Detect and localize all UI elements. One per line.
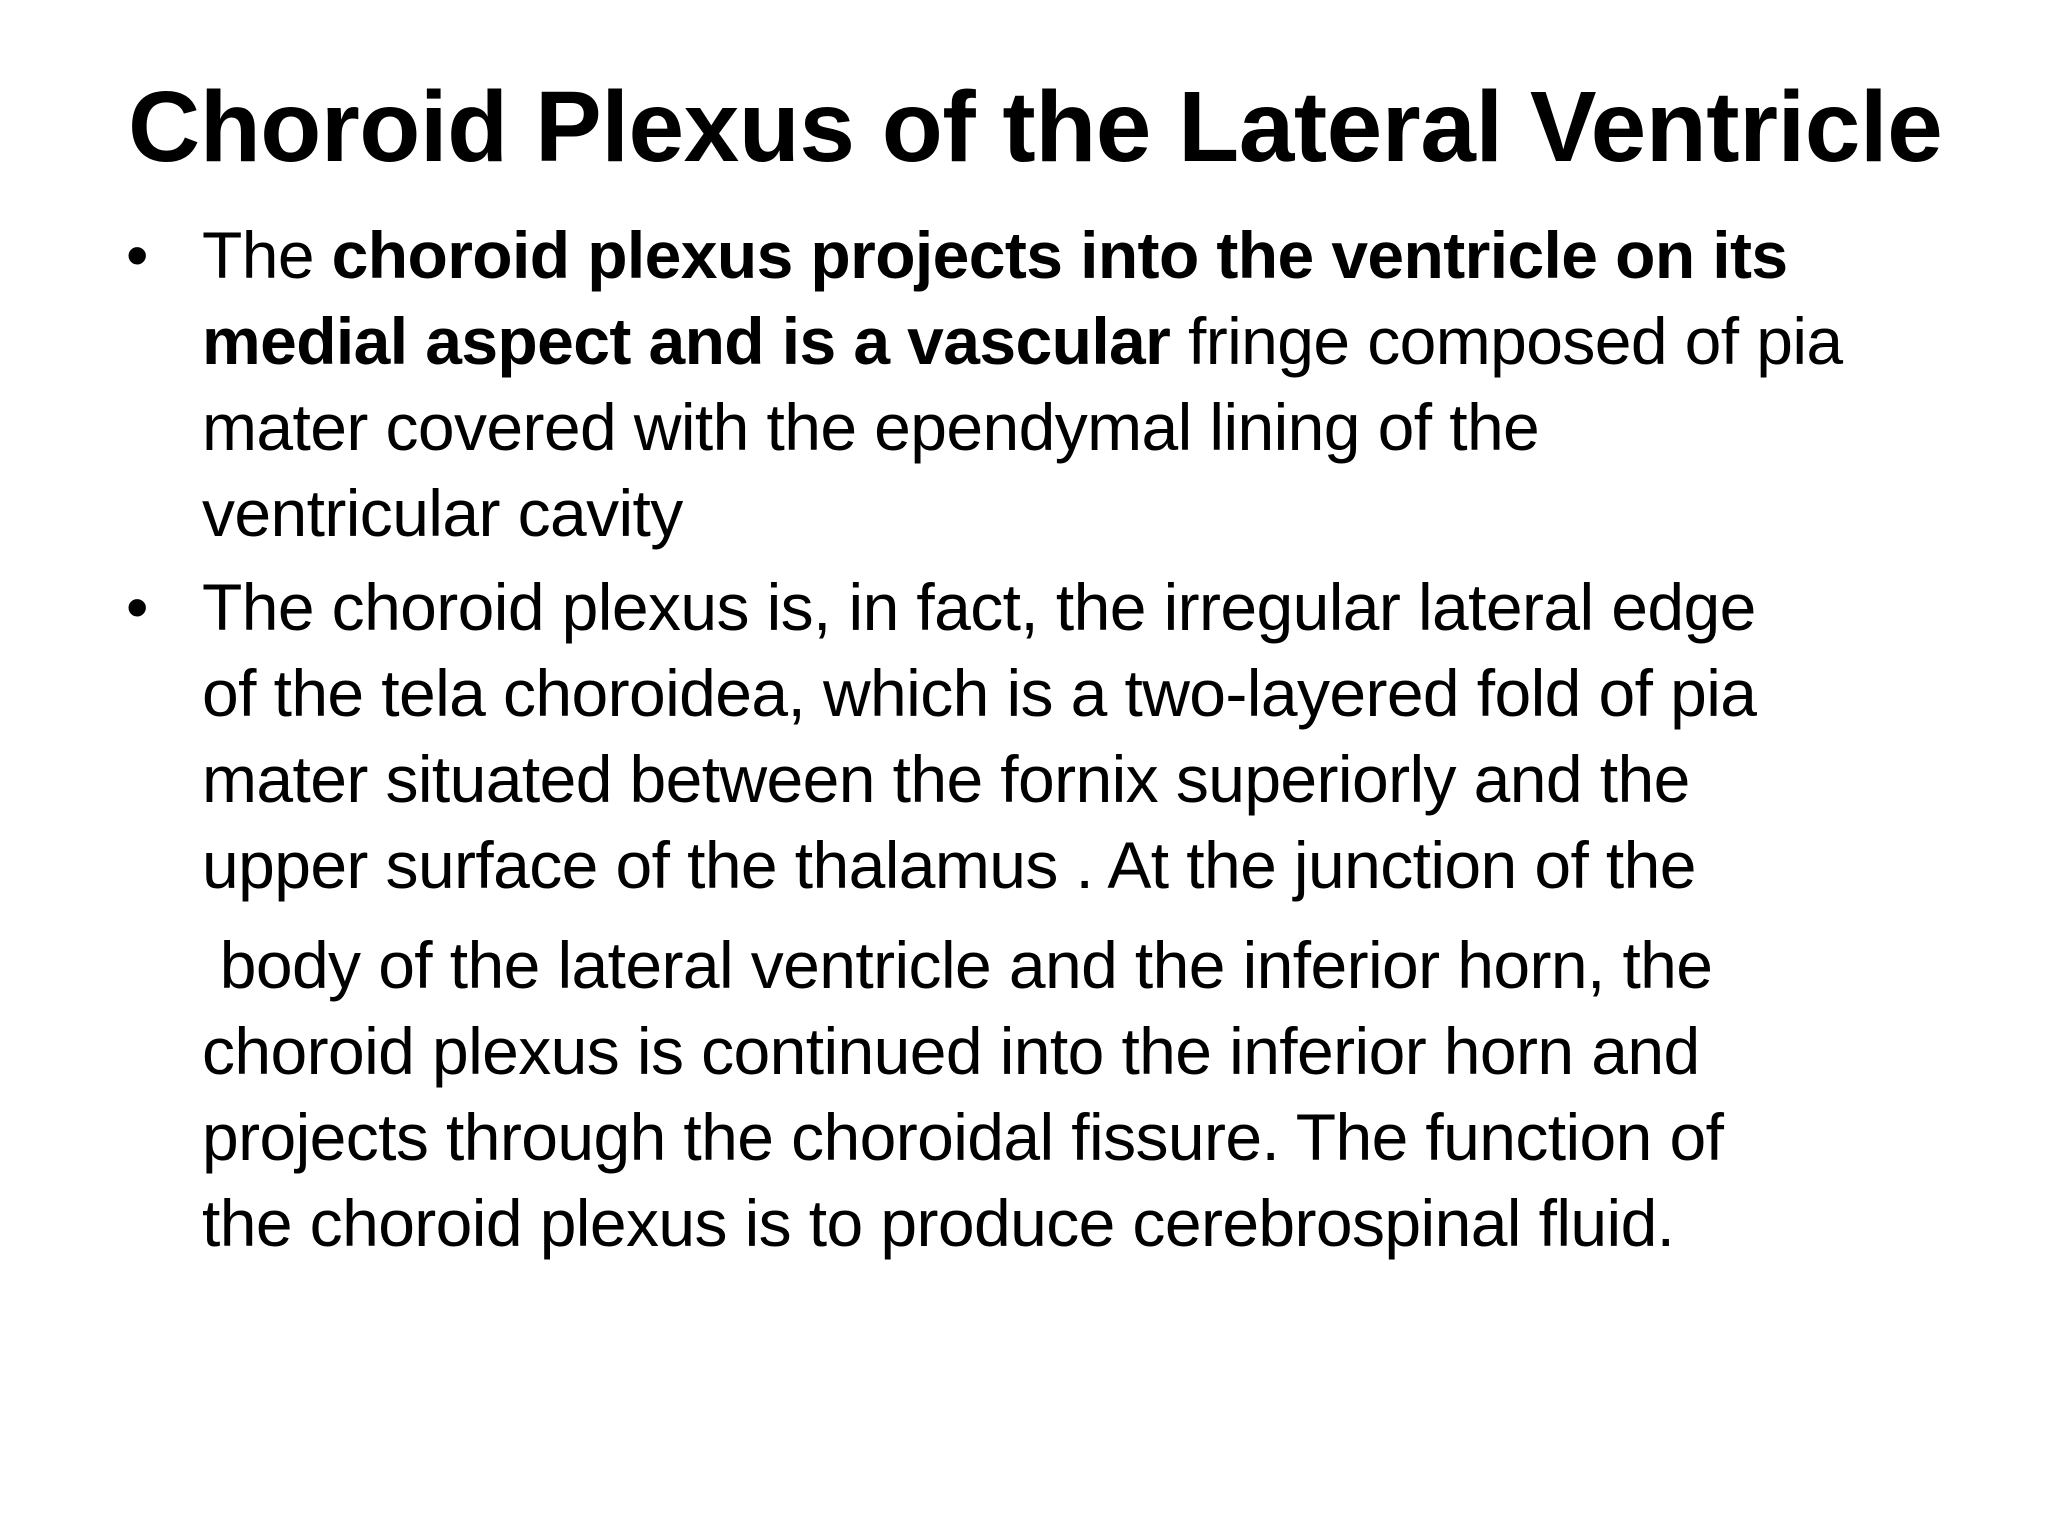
- bullet-icon: •: [126, 571, 149, 643]
- bullet2-line4: upper surface of the thalamus . At the junction of the: [202, 828, 1696, 902]
- continuation-line3: projects through the choroidal fissure. The function of: [202, 1100, 1724, 1174]
- bullet2-line2: of the tela choroidea, which is a two-layered fold of pia: [202, 656, 1757, 730]
- bullet2-line3: mater situated between the fornix superiorly and the: [202, 742, 1690, 816]
- bullet1-line1: [202, 212, 2032, 298]
- bullet1-line1-bold: choroid plexus projects into the ventricle on its: [331, 218, 1788, 292]
- continuation-line1: body of the lateral ventricle and the inferior horn, the: [202, 928, 1713, 1002]
- bullet1-line1-normal: The: [202, 218, 332, 292]
- slide-title: Choroid Plexus of the Lateral Ventricle: [128, 71, 1943, 183]
- continuation-line4: the choroid plexus is to produce cerebrospinal fluid.: [202, 1186, 1675, 1260]
- bullet1-line2-normal: fringe composed of pia: [1170, 304, 1843, 378]
- bullet1-line2-bold: medial aspect and is a vascular: [202, 304, 1171, 378]
- bullet-icon: •: [126, 219, 149, 291]
- bullet2-line1: The choroid plexus is, in fact, the irregular lateral edge: [202, 570, 1756, 644]
- continuation-line2: choroid plexus is continued into the inferior horn and: [202, 1014, 1700, 1088]
- bullet1-line3: mater covered with the ependymal lining of the: [202, 390, 1540, 464]
- bullet1-line4: ventricular cavity: [202, 476, 683, 550]
- bullet1-line2: [202, 298, 2032, 384]
